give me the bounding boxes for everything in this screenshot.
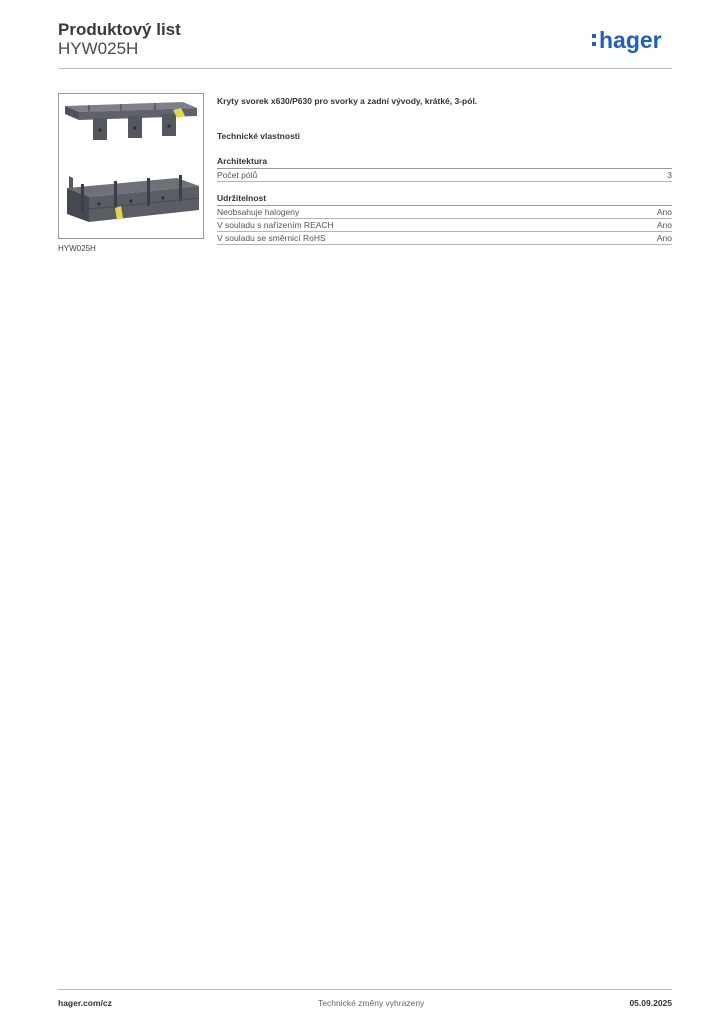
spec-row	[217, 206, 672, 219]
spec-label: V souladu se směrnicí RoHS	[217, 233, 326, 243]
spec-row	[217, 232, 672, 245]
product-image	[58, 93, 204, 239]
header-divider	[58, 68, 672, 69]
footer-divider	[58, 989, 672, 990]
footer-note: Technické změny vyhrazeny	[318, 998, 425, 1008]
spec-value: 3	[667, 170, 672, 180]
footer-website-link[interactable]: hager.com/cz	[58, 998, 112, 1008]
spec-label: Počet pólů	[217, 170, 258, 180]
footer-date: 05.09.2025	[629, 998, 672, 1008]
spec-value: Ano	[656, 207, 672, 217]
product-code: HYW025H	[58, 39, 139, 58]
image-caption: HYW025H	[58, 244, 96, 253]
hager-logo	[590, 26, 674, 58]
technical-properties-heading: Technické vlastnosti	[217, 131, 300, 141]
product-description: Kryty svorek x630/P630 pro svorky a zadní vývody, krátké, 3-pól.	[217, 96, 478, 106]
spec-value: Ano	[656, 220, 672, 230]
product-details	[217, 96, 672, 245]
spec-value: Ano	[656, 233, 672, 243]
page-title: Produktový list	[58, 20, 181, 39]
spec-label: V souladu s nařízením REACH	[217, 220, 334, 230]
spec-row	[217, 169, 672, 182]
spec-group-title: Udržitelnost	[217, 193, 672, 206]
spec-row	[217, 219, 672, 232]
spec-group-title: Architektura	[217, 156, 672, 169]
spec-label: Neobsahuje halogeny	[217, 207, 300, 217]
spec-group-sustainability	[217, 193, 672, 245]
spec-group-architecture	[217, 156, 672, 182]
logo-text: hager	[599, 27, 662, 53]
